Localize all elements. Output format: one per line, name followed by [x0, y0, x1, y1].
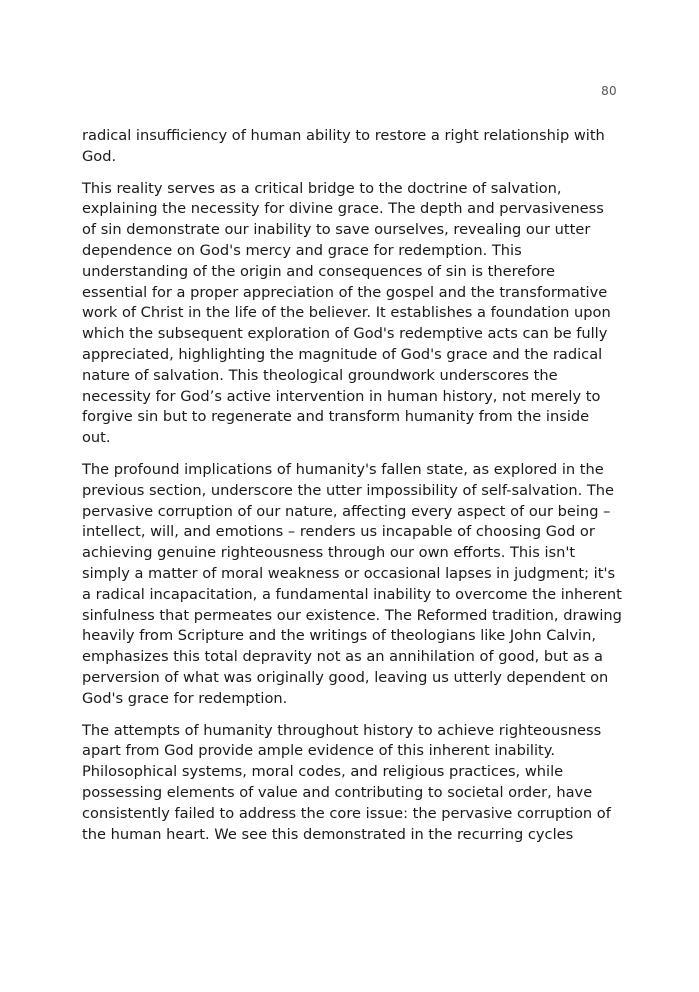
paragraph-salvation-bridge: This reality serves as a critical bridge to the doctrine of salvation, explaining the necessity for divine grace. The depth and pervasiveness of sin demonstrate our inability to save ourselves, revealing our utter dependence on God's mercy and grace for redemption. This understanding of the origin and consequences of sin is therefore essential for a proper appreciation of the gospel and the transformative work of Christ in the life of the believer. It establishes a foundation upon which the subsequent exploration of God's redemptive acts can be fully appreciated, highlighting the magnitude of God's grace and the radical nature of salvation. This theological groundwork underscores the necessity for God’s active intervention in human history, not merely to forgive sin but to regenerate and transform humanity from the inside out. — [82, 179, 611, 447]
paragraph-human-attempts: The attempts of humanity throughout history to achieve righteousness apart from God provide ample evidence of this inherent inability. Philosophical systems, moral codes, and religious practices, while possessing elements of value and contributing to societal order, have consistently failed to address the core issue: the pervasive corruption of the human heart. We see this demonstrated in the recurring cycles — [82, 721, 611, 843]
page-number: 80 — [601, 84, 617, 98]
paragraph-fallen-state: The profound implications of humanity's fallen state, as explored in the previous section, underscore the utter impossibility of self-salvation. The pervasive corruption of our nature, affecting every aspect of our being – intellect, will, and emotions – renders us incapable of choosing God or achieving genuine righteousness through our own efforts. This isn't simply a matter of moral weakness or occasional lapses in judgment; it's a radical incapacitation, a fundamental inability to overcome the inherent sinfulness that permeates our existence. The Reformed tradition, drawing heavily from Scripture and the writings of theologians like John Calvin, emphasizes this total depravity not as an annihilation of good, but as a perversion of what was originally good, leaving us utterly dependent on God's grace for redemption. — [82, 460, 622, 707]
paragraph-continued: radical insufficiency of human ability to restore a right relationship with God. — [82, 127, 605, 165]
body-text — [82, 126, 622, 856]
